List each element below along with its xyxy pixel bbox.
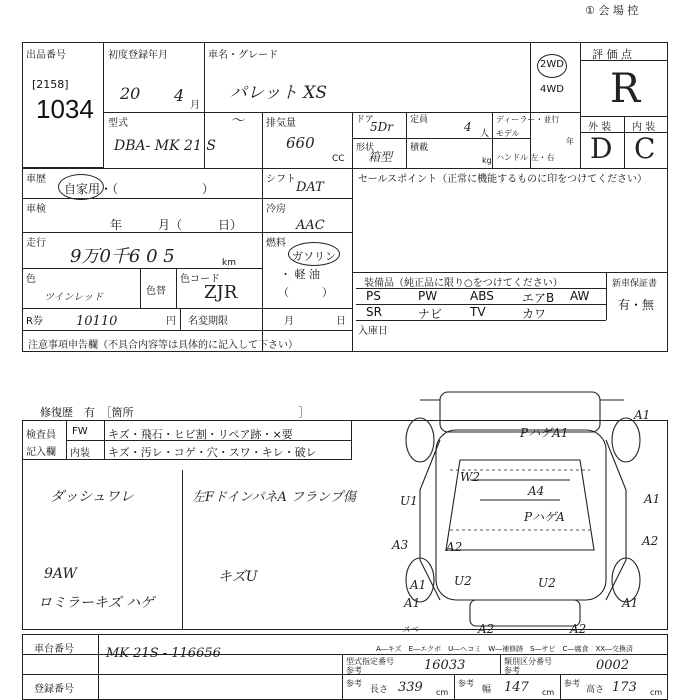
equipment-item-0-4: AW — [570, 289, 590, 303]
first-reg-year: 20 — [120, 84, 141, 103]
shift-label: シフト — [266, 174, 296, 185]
history-value: 自家用・（ ） — [64, 182, 215, 196]
top-section-frame — [22, 42, 668, 352]
height-unit: cm — [650, 688, 663, 697]
inspector-int: 内装 — [70, 448, 90, 459]
equipment-item-1-2: TV — [470, 305, 486, 319]
grade-value: R — [610, 66, 641, 112]
fuel-circle — [288, 242, 340, 266]
fuel-paren: （ ） — [278, 286, 333, 299]
inspector-label-1: 検査員 — [26, 430, 56, 441]
note-dash-crack: ダッシュワレ — [50, 489, 134, 505]
fuel-label: 燃料 — [266, 238, 286, 249]
mileage-value: 9万0千6 0 5 — [70, 246, 175, 267]
length-label: 長さ — [370, 685, 389, 695]
class-code-value: 0002 — [596, 658, 630, 673]
dealer-handle: ハンドル 左・右 — [496, 153, 555, 162]
mileage-unit: km — [222, 258, 236, 268]
history-label: 車歴 — [26, 174, 46, 185]
type-code-value: 16033 — [424, 658, 466, 673]
note-9aw: 9AW — [44, 566, 77, 582]
mark-a1-bl: A1 — [410, 578, 427, 592]
recycle-label: R券 — [26, 316, 43, 327]
width-unit: cm — [542, 688, 555, 697]
name-change-label: 名変期限 — [188, 316, 228, 327]
shape-value: 箱型 — [368, 150, 393, 164]
drive-4wd: 4WD — [540, 84, 564, 95]
shift-value: DAT — [296, 180, 324, 195]
dealer-year-unit: 年 — [566, 137, 574, 146]
mark-p-hage: PハゲA — [524, 510, 565, 524]
height-label: 高さ — [586, 685, 605, 695]
chassis-label: 車台番号 — [34, 644, 74, 655]
inspection-label: 車検 — [26, 204, 46, 215]
color-change-label: 色替 — [146, 286, 166, 297]
mark-a1-bl2: A1 — [404, 596, 421, 610]
displacement-label: 排気量 — [266, 118, 296, 129]
color-value: ツインレッド — [44, 292, 104, 303]
dealer-line1: ディーラー・並行 — [496, 115, 560, 124]
mark-sube: スベ — [402, 625, 418, 634]
lot-number: 1034 — [36, 94, 94, 124]
shape-label: 形状 — [356, 143, 375, 153]
damage-legend: A―キズ E―エクボ U―ヘコミ W―補修跡 S―サビ C―腐食 XX―交換済 — [376, 645, 634, 653]
equipment-label: 装備品（純正品に限り○をつけてください） — [364, 278, 563, 289]
color-code-value: ZJR — [204, 282, 238, 303]
interior-value: C — [634, 132, 656, 165]
note-mirror: ロミラーキズ ハゲ — [38, 595, 155, 611]
dealer-line2: モデル — [496, 129, 520, 138]
equipment-item-0-1: PW — [418, 289, 438, 303]
mark-a2-l: A2 — [446, 540, 463, 554]
doors-label: ドア — [356, 115, 374, 125]
sales-points-label: セールスポイント（正常に機能するものに印をつけてください） — [358, 174, 648, 185]
name-change-month: 月 — [284, 316, 294, 327]
capacity-unit: 人 — [480, 129, 490, 139]
equipment-item-1-1: ナビ — [418, 307, 443, 321]
header-corner: ① 会 場 控 — [585, 4, 639, 17]
mark-u2-l: U2 — [454, 574, 472, 588]
type-label: 型式 — [108, 118, 128, 129]
drive-2wd: 2WD — [540, 59, 564, 70]
mark-a3: A3 — [392, 538, 409, 552]
mark-a1-r: A1 — [644, 492, 661, 506]
inspector-row2: キズ・汚レ・コゲ・穴・スワ・キレ・破レ — [108, 446, 317, 459]
color-code-label: 色コード — [180, 274, 220, 285]
name-change-day: 日 — [336, 316, 346, 327]
lot-sub: [2158] — [32, 78, 69, 91]
load-unit: kg — [482, 156, 492, 165]
type-value: DBA- MK 21 S — [114, 138, 216, 154]
equipment-item-1-3: カワ — [522, 307, 547, 321]
mark-a1-tr: A1 — [634, 408, 651, 422]
model-value: パレット XS — [230, 83, 327, 103]
type-mark: 〜 — [230, 113, 244, 129]
mark-a2-r: A2 — [642, 534, 659, 548]
color-label: 色 — [26, 274, 36, 285]
equipment-item-0-3: エアB — [522, 291, 555, 305]
exterior-value: D — [590, 132, 613, 165]
ac-value: AAC — [296, 218, 325, 233]
fuel-oil: ・ 軽 油 — [280, 268, 320, 281]
mark-u1: U1 — [400, 494, 418, 508]
chassis-value: MK 21S - 116656 — [106, 646, 221, 661]
length-value: 339 — [398, 680, 423, 695]
equipment-item-1-0: SR — [366, 305, 382, 319]
mark-w2: W2 — [460, 470, 480, 484]
interior-label: 内 装 — [632, 122, 656, 133]
doors-value: 5Dr — [370, 120, 393, 134]
mark-a2-bottom: A2 — [478, 622, 495, 636]
displacement-value: 660 — [286, 134, 315, 152]
load-label: 積載 — [410, 143, 429, 153]
first-reg-label: 初度登録年月 — [108, 50, 168, 61]
width-value: 147 — [504, 680, 529, 695]
inspection-value: 年 月（ 日） — [110, 218, 243, 232]
registration-label: 登録番号 — [34, 684, 74, 695]
note-scratch-u: キズU — [218, 569, 258, 585]
equipment-item-0-2: ABS — [470, 289, 494, 303]
inspector-row1: キズ・飛石・ヒビ割・リペア跡・×要 — [108, 428, 293, 441]
bottom-section-frame — [22, 634, 668, 700]
grade-label: 評 価 点 — [592, 48, 632, 61]
equipment-item-0-0: PS — [366, 289, 381, 303]
mark-a2-bottom-r: A2 — [570, 622, 587, 636]
length-unit: cm — [436, 688, 449, 697]
exterior-label: 外 装 — [588, 122, 612, 133]
displacement-unit: CC — [332, 154, 345, 164]
height-ref: 参考 — [564, 679, 580, 688]
type-code-label: 型式指定番号 — [346, 657, 394, 666]
warranty-label: 新車保証書 — [612, 279, 658, 289]
recycle-value: 10110 — [76, 314, 118, 329]
mark-p-hage-a1: PハゲA1 — [520, 426, 569, 440]
ac-label: 冷房 — [266, 204, 286, 215]
class-code-label: 類別区分番号 — [504, 657, 552, 666]
warranty-value: 有・無 — [618, 298, 655, 312]
width-ref: 参考 — [458, 679, 474, 688]
type-code-ref: 参考 — [346, 666, 362, 675]
lot-label: 出品番号 — [26, 50, 66, 61]
history-circle — [58, 174, 104, 200]
note-left-front: 左FドインパネA フランプ傷 — [192, 490, 356, 505]
width-label: 幅 — [482, 685, 492, 695]
model-label: 車名・グレード — [208, 50, 278, 61]
length-ref: 参考 — [346, 679, 362, 688]
mark-a4: A4 — [528, 484, 545, 498]
first-reg-month: 4 — [174, 86, 185, 105]
capacity-value: 4 — [464, 120, 472, 134]
mark-u2-r: U2 — [538, 576, 556, 590]
inspector-label-2: 記入欄 — [26, 447, 56, 458]
mark-a1-br: A1 — [622, 596, 639, 610]
fuel-gas: ガソリン — [292, 250, 336, 263]
notes-label: 注意事項申告欄（不具合内容等は具体的に記入して下さい） — [28, 340, 298, 351]
first-reg-month-unit: 月 — [190, 100, 200, 111]
mileage-label: 走行 — [26, 238, 46, 249]
height-value: 173 — [612, 680, 637, 695]
import-date-label: 入庫日 — [358, 326, 388, 337]
capacity-label: 定員 — [410, 115, 429, 125]
inspector-fw: FW — [72, 426, 88, 437]
class-code-ref: 参考 — [504, 666, 520, 675]
recycle-unit: 円 — [166, 316, 176, 327]
repair-history: 修復歴 有 ［箇所 ］ — [40, 406, 310, 419]
